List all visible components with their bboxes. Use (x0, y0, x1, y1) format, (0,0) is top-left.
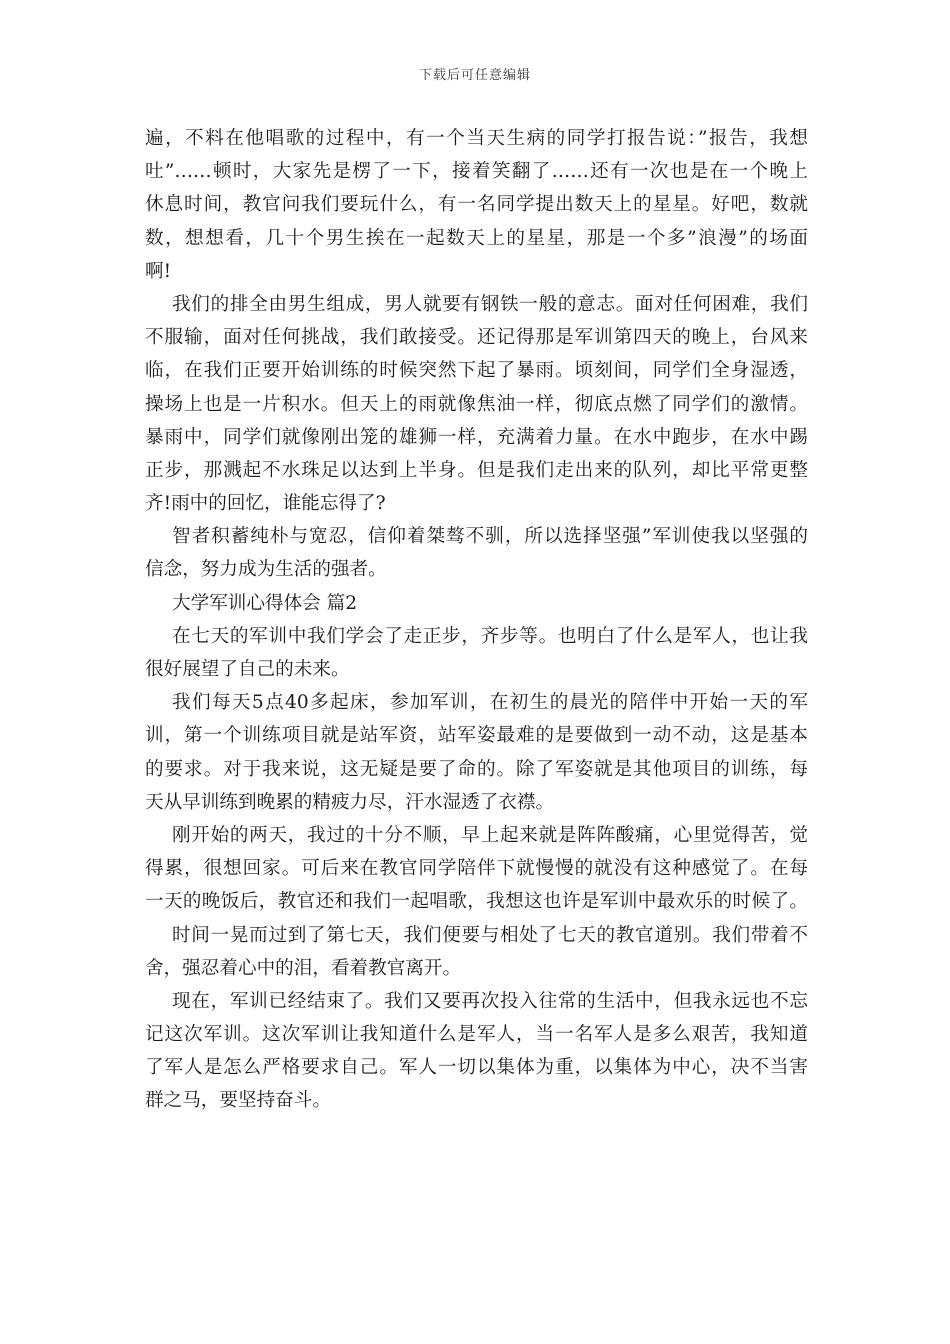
text-line: 在七天的军训中我们学会了走正步，齐步等。也明白了什么是军人，也让我 (172, 625, 808, 647)
text-line: 我们的排全由男生组成，男人就要有钢铁一般的意志。面对任何困难，我们 (172, 293, 808, 315)
text-line: 齐!雨中的回忆，谁能忘得了? (145, 493, 386, 515)
text-line: 了军人是怎么严格要求自己。军人一切以集体为重，以集体为中心，决不当害 (145, 1057, 808, 1079)
text-line: 记这次军训。这次军训让我知道什么是军人，当一名军人是多么艰苦，我知道 (145, 1024, 808, 1046)
text-line: 休息时间，教官问我们要玩什么，有一名同学提出数天上的星星。好吧，数就 (145, 194, 808, 216)
text-line: 不服输，面对任何挑战，我们敢接受。还记得那是军训第四天的晚上，台风来 (145, 327, 808, 349)
text-line: 我们每天5点40多起床，参加军训，在初生的晨光的陪伴中开始一天的军 (172, 692, 808, 714)
text-line: 天从早训练到晚累的精疲力尽，汗水湿透了衣襟。 (145, 791, 555, 813)
text-line: 很好展望了自己的未来。 (145, 659, 350, 680)
text-line: 大学军训心得体会 篇2 (172, 592, 358, 614)
text-line: 的要求。对于我来说，这无疑是要了命的。除了军姿就是其他项目的训练，每 (145, 758, 808, 780)
text-line: 正步，那溅起不水珠足以达到上半身。但是我们走出来的队列，却比平常更整 (145, 459, 808, 481)
text-line: 现在，军训已经结束了。我们又要再次投入往常的生活中，但我永远也不忘 (172, 990, 808, 1012)
text-line: 吐”……顿时，大家先是楞了一下，接着笑翻了……还有一次也是在一个晚上 (145, 161, 808, 183)
text-line: 群之马，要坚持奋斗。 (145, 1090, 331, 1112)
text-line: 啊! (145, 260, 172, 282)
text-line: 信念，努力成为生活的强者。 (145, 559, 387, 581)
document-body (145, 122, 808, 1118)
text-line: 智者积蓄纯朴与宽忍，信仰着桀骜不驯，所以选择坚强”军训使我以坚强的 (172, 526, 808, 548)
text-line: 训，第一个训练项目就是站军资，站军姿最难的是要做到一动不动，这是基本 (145, 725, 808, 747)
text-line: 刚开始的两天，我过的十分不顺，早上起来就是阵阵酸痛，心里觉得苦，觉 (172, 824, 808, 846)
text-line: 遍，不料在他唱歌的过程中，有一个当天生病的同学打报告说：”报告，我想 (145, 128, 808, 149)
text-line: 时间一晃而过到了第七天，我们便要与相处了七天的教官道别。我们带着不 (172, 924, 808, 946)
text-line: 数，想想看，几十个男生挨在一起数天上的星星，那是一个多”浪漫”的场面 (145, 227, 808, 249)
text-line: 操场上也是一片积水。但天上的雨就像焦油一样，彻底点燃了同学们的激情。 (145, 393, 808, 415)
text-line: 临，在我们正要开始训练的时候突然下起了暴雨。顷刻间，同学们全身湿透， (145, 360, 808, 382)
page-header: 下载后可任意编辑 (418, 68, 531, 83)
text-line: 一天的晚饭后，教官还和我们一起唱歌，我想这也许是军训中最欢乐的时候了。 (145, 891, 808, 913)
text-line: 舍，强忍着心中的泪，看着教官离开。 (145, 957, 462, 979)
text-line: 暴雨中，同学们就像刚出笼的雄狮一样，充满着力量。在水中跑步，在水中踢 (145, 426, 808, 448)
text-line: 得累，很想回家。可后来在教官同学陪伴下就慢慢的就没有这种感觉了。在每 (145, 858, 808, 880)
